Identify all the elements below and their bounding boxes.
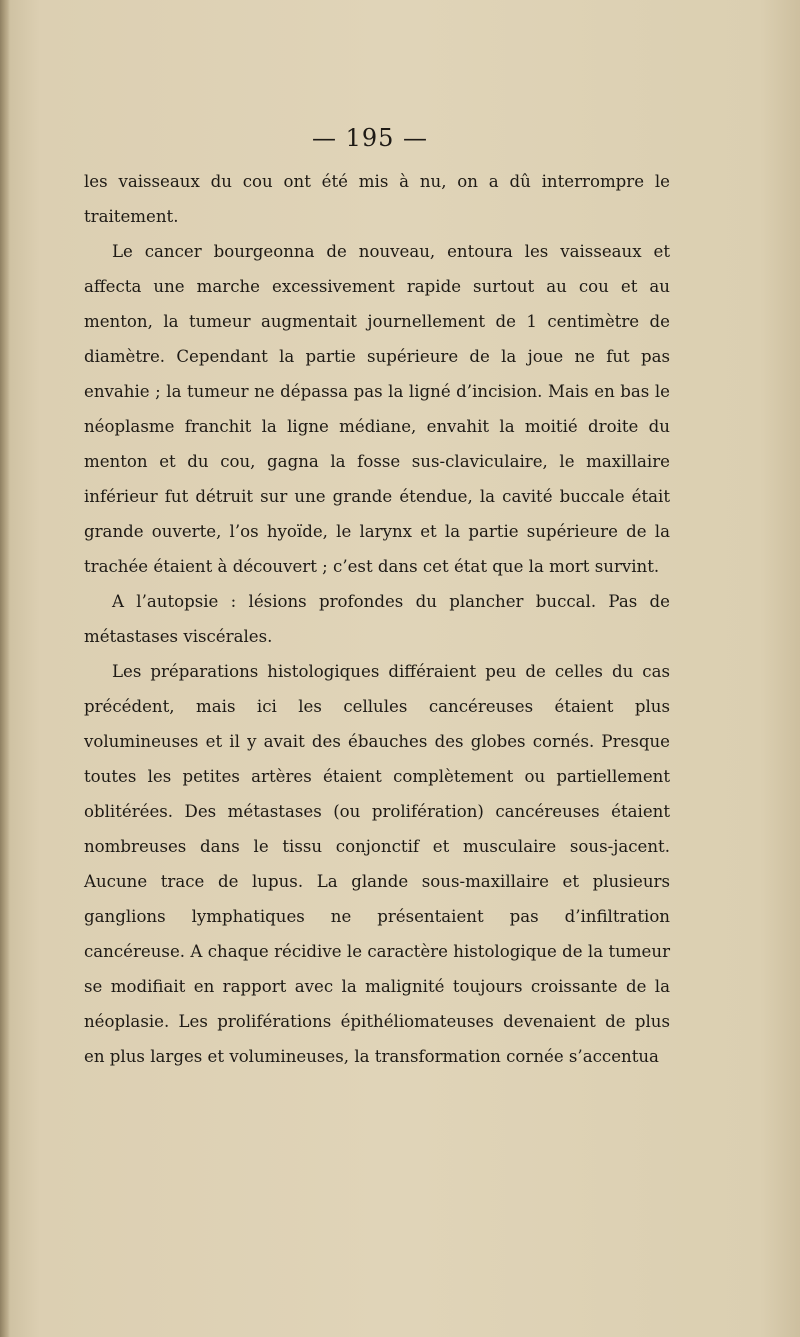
paragraph-autopsy: A l’autopsie : lésions profondes du plancher buccal. Pas de métastases viscérales. xyxy=(84,592,670,646)
page-binding-edge xyxy=(0,0,10,1337)
paragraph-histology: Les préparations histologiques différaient peu de celles du cas précédent, mais ici les cellules cancéreuses étaient plus volumineuses et il y avait des ébauches des globes cornés. Presque toutes les petites artères étaient complètement ou partiellement oblitérées. Des métastases (ou prolifération) cancéreuses étaient nombreuses dans le tissu conjonctif et musculaire sous-jacent. Aucune trace de lupus. La glande sous-maxillaire et plusieurs ganglions lymphatiques ne présentaient pas d’infiltration cancéreuse. A chaque récidive le caractère histologique de la tumeur se modifiait en rapport avec la malignité toujours croissante de la néoplasie. Les proliférations épithéliomateuses devenaient de plus en plus larges et volumineuses, la transformation cornée s’accentua xyxy=(84,662,670,1066)
page-number: — 195 — xyxy=(311,124,429,152)
paragraph-cancer-progression: Le cancer bourgeonna de nouveau, entoura les vaisseaux et affecta une marche excessivement rapide surtout au cou et au menton, la tumeur augmentait journellement de 1 centimètre de diamètre. Cependant la partie supérieure de la joue ne fut pas envahie ; la tumeur ne dépassa pas la ligné d’incision. Mais en bas le néoplasme franchit la ligne médiane, envahit la moitié droite du menton et du cou, gagna la fosse sus-claviculaire, le maxillaire inférieur fut détruit sur une grande étendue, la cavité buccale était grande ouverte, l’os hyoïde, le larynx et la partie supérieure de la trachée étaient à découvert ; c’est dans cet état que la mort survint. xyxy=(84,242,670,576)
paragraph-continuation: les vaisseaux du cou ont été mis à nu, on a dû interrompre le traitement. xyxy=(84,172,670,226)
body-text xyxy=(84,164,670,1074)
